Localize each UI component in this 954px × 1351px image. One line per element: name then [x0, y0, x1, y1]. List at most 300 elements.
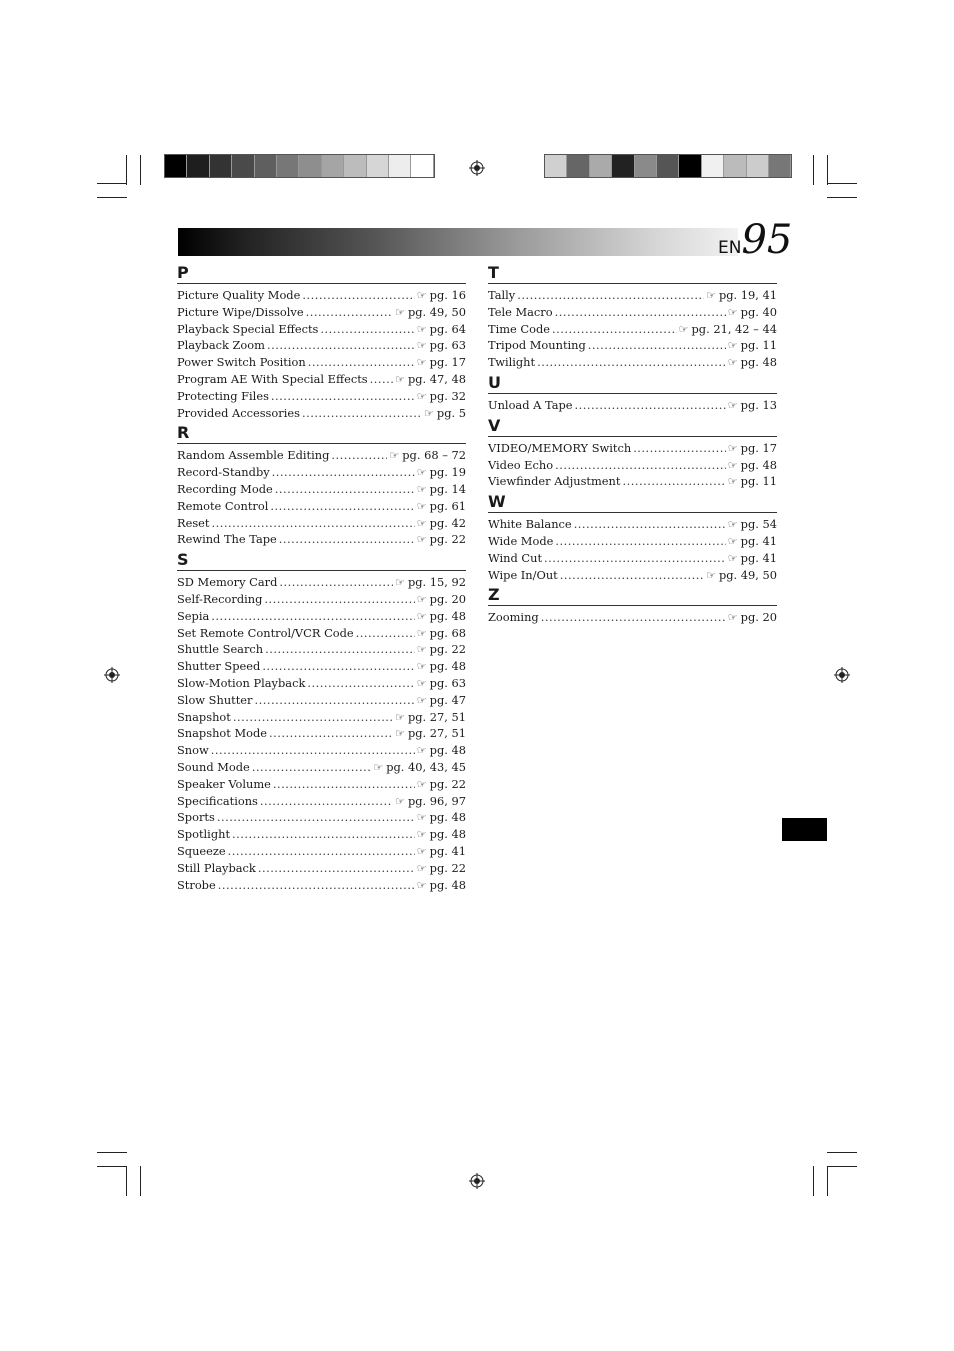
pointing-hand-icon: ☞: [727, 518, 738, 532]
dot-leader: [588, 337, 726, 354]
header-gradient-bar: [178, 228, 738, 256]
index-entry: [177, 877, 466, 894]
pointing-hand-icon: ☞: [706, 289, 716, 302]
index-term: Reset: [177, 515, 210, 530]
dot-leader: [555, 533, 725, 550]
index-term: Sports: [177, 810, 215, 825]
index-term: Sepia: [177, 608, 210, 623]
dot-leader: [211, 608, 415, 625]
index-entry: [488, 354, 777, 371]
color-swatch: [747, 155, 769, 177]
page-reference: pg. 13: [740, 397, 777, 412]
pointing-hand-icon: ☞: [727, 339, 738, 353]
dot-leader: [255, 692, 415, 709]
index-entry: [177, 658, 466, 675]
pointing-hand-icon: ☞: [395, 710, 405, 724]
page-reference: pg. 64: [429, 321, 466, 336]
index-letter-heading: U: [488, 374, 777, 394]
index-entry: [177, 692, 466, 709]
dot-leader: [306, 304, 393, 321]
dot-leader: [308, 354, 415, 371]
index-term: Wind Cut: [488, 550, 543, 565]
index-entry: [177, 759, 466, 776]
index-letter-group: [177, 424, 466, 548]
color-swatch: [255, 155, 277, 177]
page-reference: pg. 40, 43, 45: [386, 759, 466, 774]
page-reference: pg. 41: [740, 550, 777, 565]
index-letter-group: [488, 493, 777, 583]
index-term: Tele Macro: [488, 304, 553, 319]
dot-leader: [262, 658, 414, 675]
index-term: Shutter Speed: [177, 659, 261, 674]
dot-leader: [302, 405, 422, 422]
index-term: Wide Mode: [488, 533, 554, 548]
pointing-hand-icon: ☞: [416, 322, 427, 336]
index-letter-heading: P: [177, 264, 466, 284]
dot-leader: [574, 516, 726, 533]
index-letter-heading: V: [488, 417, 777, 437]
index-term: Shuttle Search: [177, 642, 264, 657]
page-reference: pg. 49, 50: [718, 567, 777, 582]
page-reference: pg. 63: [429, 675, 466, 690]
index-entry: [177, 287, 466, 304]
pointing-hand-icon: ☞: [727, 534, 738, 548]
pointing-hand-icon: ☞: [416, 693, 427, 707]
dot-leader: [633, 440, 726, 457]
color-swatch: [612, 155, 634, 177]
pointing-hand-icon: ☞: [416, 861, 427, 875]
index-entry: [177, 843, 466, 860]
page-reference: pg. 19, 41: [718, 288, 777, 302]
page-reference: pg. 20: [429, 591, 466, 606]
index-entry: [177, 809, 466, 826]
dot-leader: [302, 287, 414, 304]
index-term: Time Code: [488, 321, 551, 336]
pointing-hand-icon: ☞: [416, 643, 427, 657]
dot-leader: [356, 625, 415, 642]
pointing-hand-icon: ☞: [424, 406, 434, 420]
pointing-hand-icon: ☞: [395, 576, 405, 590]
page-reference: pg. 32: [429, 388, 466, 403]
index-term: Twilight: [488, 355, 536, 370]
index-term: Tally: [488, 288, 516, 302]
dot-leader: [279, 574, 393, 591]
page-reference: pg. 61: [429, 498, 466, 513]
index-term: Video Echo: [488, 457, 554, 472]
color-swatch: [322, 155, 344, 177]
pointing-hand-icon: ☞: [727, 398, 738, 412]
index-column-left: [177, 264, 466, 896]
dot-leader: [279, 531, 415, 548]
index-term: Still Playback: [177, 860, 256, 875]
page-reference: pg. 42: [429, 515, 466, 530]
pointing-hand-icon: ☞: [416, 811, 427, 825]
page-number: [718, 218, 792, 262]
page-reference: pg. 48: [429, 827, 466, 842]
index-term: Picture Wipe/Dissolve: [177, 304, 304, 319]
pointing-hand-icon: ☞: [416, 626, 427, 640]
pointing-hand-icon: ☞: [416, 499, 427, 513]
index-term: Rewind The Tape: [177, 532, 277, 547]
page-reference: pg. 48: [740, 355, 777, 370]
index-entry: [177, 337, 466, 354]
dot-leader: [555, 457, 726, 474]
index-term: Provided Accessories: [177, 405, 300, 420]
color-swatch: [232, 155, 254, 177]
pointing-hand-icon: ☞: [416, 676, 427, 690]
index-entry: [488, 321, 777, 338]
index-term: Specifications: [177, 793, 258, 808]
index-term: Record-Standby: [177, 465, 270, 480]
color-swatch: [299, 155, 321, 177]
pointing-hand-icon: ☞: [416, 289, 427, 302]
index-entry: [488, 440, 777, 457]
page-reference: pg. 68 – 72: [402, 448, 466, 463]
index-entry: [488, 473, 777, 490]
index-entry: [488, 516, 777, 533]
pointing-hand-icon: ☞: [416, 466, 427, 480]
index-entry: [177, 742, 466, 759]
crop-mark: [97, 1166, 127, 1167]
page-reference: pg. 19: [429, 465, 466, 480]
language-prefix: EN: [718, 238, 742, 258]
color-swatch: [277, 155, 299, 177]
index-letter-group: [488, 586, 777, 626]
page-reference: pg. 48: [429, 608, 466, 623]
thumb-index-tab: [782, 818, 827, 841]
index-entry: [177, 481, 466, 498]
crop-mark: [140, 1166, 141, 1196]
page-reference: pg. 11: [740, 338, 777, 353]
pointing-hand-icon: ☞: [416, 356, 427, 370]
page-reference: pg. 48: [429, 877, 466, 892]
page-reference: pg. 48: [429, 810, 466, 825]
page-reference: pg. 14: [429, 481, 466, 496]
dot-leader: [269, 725, 393, 742]
dot-leader: [537, 354, 726, 371]
page-reference: pg. 22: [429, 776, 466, 791]
pointing-hand-icon: ☞: [416, 609, 427, 623]
pointing-hand-icon: ☞: [416, 844, 427, 858]
dot-leader: [307, 675, 414, 692]
index-entry: [177, 531, 466, 548]
registration-mark-icon: [469, 1173, 485, 1189]
page-reference: pg. 22: [429, 860, 466, 875]
index-term: VIDEO/MEMORY Switch: [488, 440, 632, 455]
index-term: Speaker Volume: [177, 776, 271, 791]
index-letter-group: [488, 374, 777, 414]
page-reference: pg. 15, 92: [407, 575, 466, 590]
index-term: White Balance: [488, 517, 572, 532]
page-reference: pg. 41: [740, 533, 777, 548]
color-calibration-strip-right: [544, 154, 792, 178]
index-entry: [177, 776, 466, 793]
crop-mark: [97, 183, 127, 184]
dot-leader: [217, 809, 415, 826]
index-entry: [177, 371, 466, 388]
page-reference: pg. 48: [429, 743, 466, 758]
index-entry: [488, 567, 777, 584]
dot-leader: [271, 388, 415, 405]
index-term: Protecting Files: [177, 388, 269, 403]
index-entry: [177, 464, 466, 481]
dot-leader: [270, 498, 414, 515]
crop-mark: [97, 1152, 127, 1153]
dot-leader: [211, 515, 414, 532]
dot-leader: [555, 304, 726, 321]
registration-mark-icon: [469, 160, 485, 176]
index-entry: [488, 609, 777, 626]
index-entry: [177, 641, 466, 658]
dot-leader: [264, 591, 414, 608]
dot-leader: [560, 567, 704, 584]
crop-mark: [827, 1166, 828, 1196]
index-term: Self-Recording: [177, 591, 263, 606]
page-reference: pg. 20: [740, 610, 777, 625]
dot-leader: [218, 877, 415, 894]
index-term: Slow-Motion Playback: [177, 675, 306, 690]
index-entry: [488, 304, 777, 321]
pointing-hand-icon: ☞: [727, 475, 738, 489]
pointing-hand-icon: ☞: [727, 305, 738, 319]
pointing-hand-icon: ☞: [416, 482, 427, 496]
crop-mark: [97, 197, 127, 198]
index-entry: [177, 388, 466, 405]
index-entry: [177, 354, 466, 371]
page-number-value: 95: [741, 217, 793, 263]
dot-leader: [575, 397, 726, 414]
index-entry: [177, 709, 466, 726]
page-reference: pg. 54: [740, 517, 777, 532]
index-term: Squeeze: [177, 843, 226, 858]
index-entry: [488, 337, 777, 354]
index-term: Program AE With Special Effects: [177, 371, 368, 386]
index-letter-heading: R: [177, 424, 466, 444]
index-letter-group: [177, 551, 466, 893]
index-entry: [488, 457, 777, 474]
index-entry: [177, 321, 466, 338]
page-reference: pg. 11: [740, 474, 777, 489]
index-entry: [488, 397, 777, 414]
color-swatch: [769, 155, 791, 177]
page-reference: pg. 47, 48: [407, 371, 466, 386]
page-reference: pg. 27, 51: [407, 709, 466, 724]
index-term: Snow: [177, 743, 209, 758]
index-letter-group: [488, 264, 777, 371]
pointing-hand-icon: ☞: [416, 389, 427, 403]
pointing-hand-icon: ☞: [416, 828, 427, 842]
registration-mark-icon: [834, 667, 850, 683]
pointing-hand-icon: ☞: [416, 339, 427, 353]
index-term: Playback Special Effects: [177, 321, 319, 336]
page-reference: pg. 68: [429, 625, 466, 640]
color-swatch: [657, 155, 679, 177]
pointing-hand-icon: ☞: [373, 760, 384, 774]
pointing-hand-icon: ☞: [395, 305, 405, 319]
index-entry: [488, 533, 777, 550]
index-term: Sound Mode: [177, 759, 250, 774]
index-term: Playback Zoom: [177, 338, 265, 353]
dot-leader: [622, 473, 725, 490]
page-reference: pg. 48: [740, 457, 777, 472]
crop-mark: [813, 1166, 814, 1196]
color-swatch: [545, 155, 567, 177]
index-entry: [177, 304, 466, 321]
dot-leader: [267, 337, 415, 354]
color-swatch: [411, 155, 433, 177]
pointing-hand-icon: ☞: [727, 611, 738, 625]
pointing-hand-icon: ☞: [416, 533, 427, 547]
crop-mark: [813, 155, 814, 185]
dot-leader: [517, 287, 704, 304]
index-entry: [177, 608, 466, 625]
index-entry: [177, 826, 466, 843]
color-swatch: [567, 155, 589, 177]
color-swatch: [210, 155, 232, 177]
color-calibration-strip-left: [164, 154, 435, 178]
page-reference: pg. 41: [429, 843, 466, 858]
dot-leader: [320, 321, 414, 338]
dot-leader: [228, 843, 415, 860]
pointing-hand-icon: ☞: [727, 458, 738, 472]
crop-mark: [126, 155, 127, 185]
pointing-hand-icon: ☞: [395, 372, 405, 386]
pointing-hand-icon: ☞: [416, 660, 427, 674]
pointing-hand-icon: ☞: [706, 568, 716, 582]
index-letter-group: [177, 264, 466, 421]
dot-leader: [370, 371, 393, 388]
page-reference: pg. 63: [429, 338, 466, 353]
index-term: Viewfinder Adjustment: [488, 474, 621, 489]
color-swatch: [590, 155, 612, 177]
index-letter-heading: W: [488, 493, 777, 513]
index-entry: [488, 287, 777, 304]
index-term: Unload A Tape: [488, 397, 573, 412]
dot-leader: [211, 742, 415, 759]
pointing-hand-icon: ☞: [416, 777, 427, 791]
index-entry: [177, 515, 466, 532]
index-entry: [177, 405, 466, 422]
dot-leader: [544, 550, 726, 567]
index-term: Slow Shutter: [177, 692, 253, 707]
crop-mark: [140, 155, 141, 185]
dot-leader: [331, 447, 387, 464]
pointing-hand-icon: ☞: [678, 322, 689, 336]
index-entry: [177, 793, 466, 810]
index-term: Recording Mode: [177, 481, 273, 496]
pointing-hand-icon: ☞: [416, 516, 427, 530]
index-entry: [177, 625, 466, 642]
page-reference: pg. 96, 97: [407, 793, 466, 808]
color-swatch: [635, 155, 657, 177]
pointing-hand-icon: ☞: [416, 592, 427, 606]
dot-leader: [552, 321, 677, 338]
pointing-hand-icon: ☞: [727, 356, 738, 370]
index-term: Random Assemble Editing: [177, 448, 330, 463]
page-reference: pg. 47: [429, 692, 466, 707]
color-swatch: [702, 155, 724, 177]
crop-mark: [126, 1166, 127, 1196]
crop-mark: [827, 1152, 857, 1153]
pointing-hand-icon: ☞: [395, 794, 405, 808]
dot-leader: [258, 860, 415, 877]
index-term: Set Remote Control/VCR Code: [177, 625, 354, 640]
index-entry: [177, 574, 466, 591]
index-term: Wipe In/Out: [488, 567, 558, 582]
index-entry: [488, 550, 777, 567]
index-term: Snapshot: [177, 709, 231, 724]
color-swatch: [724, 155, 746, 177]
index-column-right: [488, 264, 777, 629]
index-entry: [177, 675, 466, 692]
dot-leader: [541, 609, 726, 626]
dot-leader: [252, 759, 372, 776]
color-swatch: [679, 155, 701, 177]
index-term: Strobe: [177, 877, 216, 892]
pointing-hand-icon: ☞: [416, 744, 427, 758]
pointing-hand-icon: ☞: [727, 551, 738, 565]
page-reference: pg. 48: [429, 659, 466, 674]
color-swatch: [389, 155, 411, 177]
pointing-hand-icon: ☞: [416, 878, 427, 892]
color-swatch: [165, 155, 187, 177]
index-term: Zooming: [488, 610, 539, 625]
crop-mark: [827, 183, 857, 184]
index-letter-heading: S: [177, 551, 466, 571]
index-term: Picture Quality Mode: [177, 288, 301, 302]
index-letter-group: [488, 417, 777, 490]
index-entry: [177, 591, 466, 608]
index-letter-heading: T: [488, 264, 777, 284]
dot-leader: [275, 481, 415, 498]
color-swatch: [344, 155, 366, 177]
dot-leader: [232, 826, 415, 843]
registration-mark-icon: [104, 667, 120, 683]
index-letter-heading: Z: [488, 586, 777, 606]
page-reference: pg. 5: [436, 405, 466, 420]
index-term: Power Switch Position: [177, 355, 306, 370]
crop-mark: [827, 1166, 857, 1167]
page-reference: pg. 27, 51: [407, 726, 466, 741]
index-term: Snapshot Mode: [177, 726, 268, 741]
dot-leader: [273, 776, 415, 793]
crop-mark: [827, 155, 828, 185]
color-swatch: [367, 155, 389, 177]
page-reference: pg. 22: [429, 532, 466, 547]
index-term: Spotlight: [177, 827, 231, 842]
index-term: SD Memory Card: [177, 575, 278, 590]
page-reference: pg. 40: [740, 304, 777, 319]
index-entry: [177, 447, 466, 464]
page-reference: pg. 22: [429, 642, 466, 657]
page-reference: pg. 21, 42 – 44: [691, 321, 777, 336]
page-reference: pg. 17: [740, 440, 777, 455]
index-entry: [177, 725, 466, 742]
pointing-hand-icon: ☞: [389, 449, 400, 463]
dot-leader: [260, 793, 393, 810]
index-term: Tripod Mounting: [488, 338, 586, 353]
dot-leader: [265, 641, 415, 658]
color-swatch: [187, 155, 209, 177]
crop-mark: [827, 197, 857, 198]
index-entry: [177, 498, 466, 515]
dot-leader: [272, 464, 415, 481]
pointing-hand-icon: ☞: [727, 441, 738, 455]
page-reference: pg. 16: [429, 288, 466, 302]
pointing-hand-icon: ☞: [395, 727, 405, 741]
page-reference: pg. 49, 50: [407, 304, 466, 319]
page-reference: pg. 17: [429, 355, 466, 370]
